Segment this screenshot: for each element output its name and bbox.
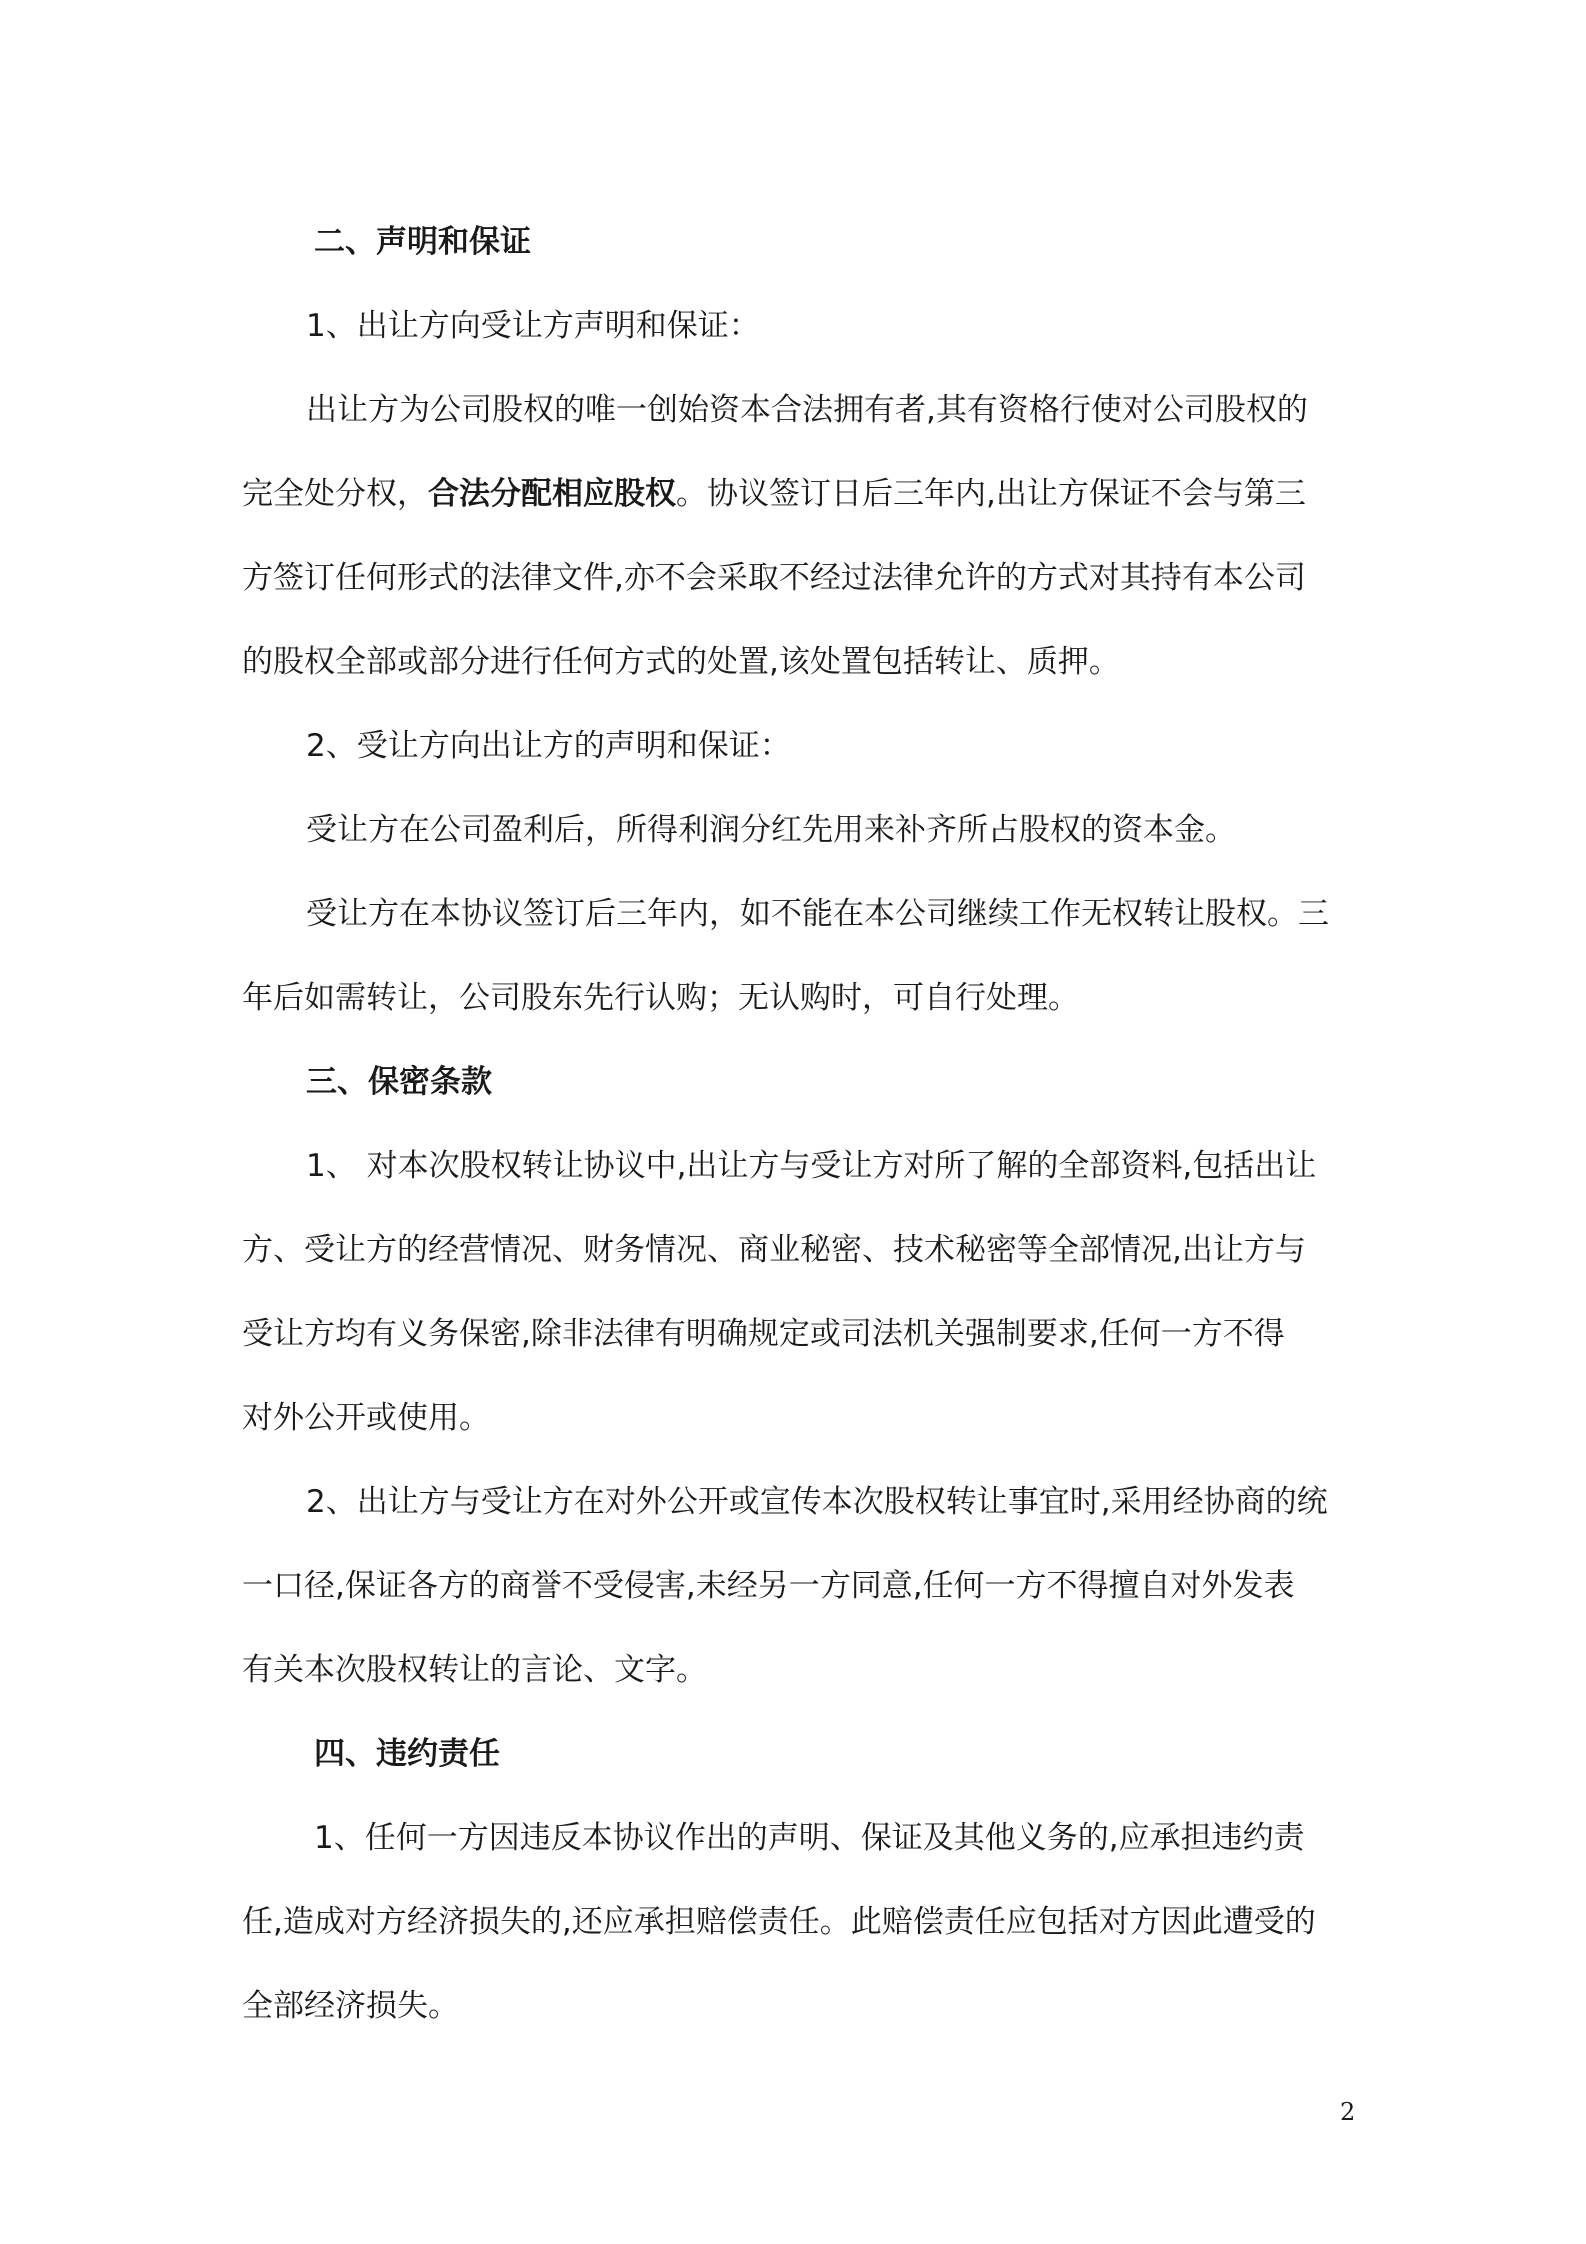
text-span: 完全处分权， (242, 476, 428, 512)
paragraph-line: 对外公开或使用。 (242, 1400, 490, 1436)
bold-text-span: 合法分配相应股权 (428, 476, 676, 512)
paragraph-line: 方签订任何形式的法律文件,亦不会采取不经过法律允许的方式对其持有本公司 (242, 560, 1306, 596)
paragraph-line: 1、出让方向受让方声明和保证： (306, 308, 760, 344)
paragraph-line: 方、受让方的经营情况、财务情况、商业秘密、技术秘密等全部情况,出让方与 (242, 1232, 1306, 1268)
paragraph-line: 的股权全部或部分进行任何方式的处置,该处置包括转让、质押。 (242, 644, 1120, 680)
paragraph-line: 1、 对本次股权转让协议中,出让方与受让方对所了解的全部资料,包括出让 (306, 1148, 1317, 1184)
paragraph-line: 受让方均有义务保密,除非法律有明确规定或司法机关强制要求,任何一方不得 (242, 1316, 1285, 1352)
page-number: 2 (1340, 2098, 1356, 2126)
paragraph-line: 全部经济损失。 (242, 1988, 459, 2024)
paragraph-line: 有关本次股权转让的言论、文字。 (242, 1652, 707, 1688)
paragraph-line: 1、任何一方因违反本协议作出的声明、保证及其他义务的,应承担违约责 (314, 1820, 1305, 1856)
paragraph-line: 任,造成对方经济损失的,还应承担赔偿责任。此赔偿责任应包括对方因此遭受的 (242, 1904, 1316, 1940)
paragraph-line: 一口径,保证各方的商誉不受侵害,未经另一方同意,任何一方不得擅自对外发表 (242, 1568, 1295, 1604)
section-heading-4: 四、违约责任 (314, 1736, 500, 1772)
document-body (242, 200, 1362, 2048)
paragraph-line: 年后如需转让，公司股东先行认购；无认购时，可自行处理。 (242, 980, 1079, 1016)
text-span: 。协议签订日后三年内,出让方保证不会与第三 (676, 476, 1306, 512)
section-heading-2: 二、声明和保证 (314, 224, 531, 260)
paragraph-line (242, 452, 1362, 536)
paragraph-line: 受让方在公司盈利后，所得利润分红先用来补齐所占股权的资本金。 (306, 812, 1236, 848)
section-heading-3: 三、保密条款 (306, 1064, 492, 1100)
paragraph-line: 出让方为公司股权的唯一创始资本合法拥有者,其有资格行使对公司股权的 (306, 392, 1308, 428)
paragraph-line: 受让方在本协议签订后三年内，如不能在本公司继续工作无权转让股权。三 (306, 896, 1329, 932)
paragraph-line: 2、出让方与受让方在对外公开或宣传本次股权转让事宜时,采用经协商的统 (306, 1484, 1328, 1520)
paragraph-line: 2、受让方向出让方的声明和保证： (306, 728, 791, 764)
